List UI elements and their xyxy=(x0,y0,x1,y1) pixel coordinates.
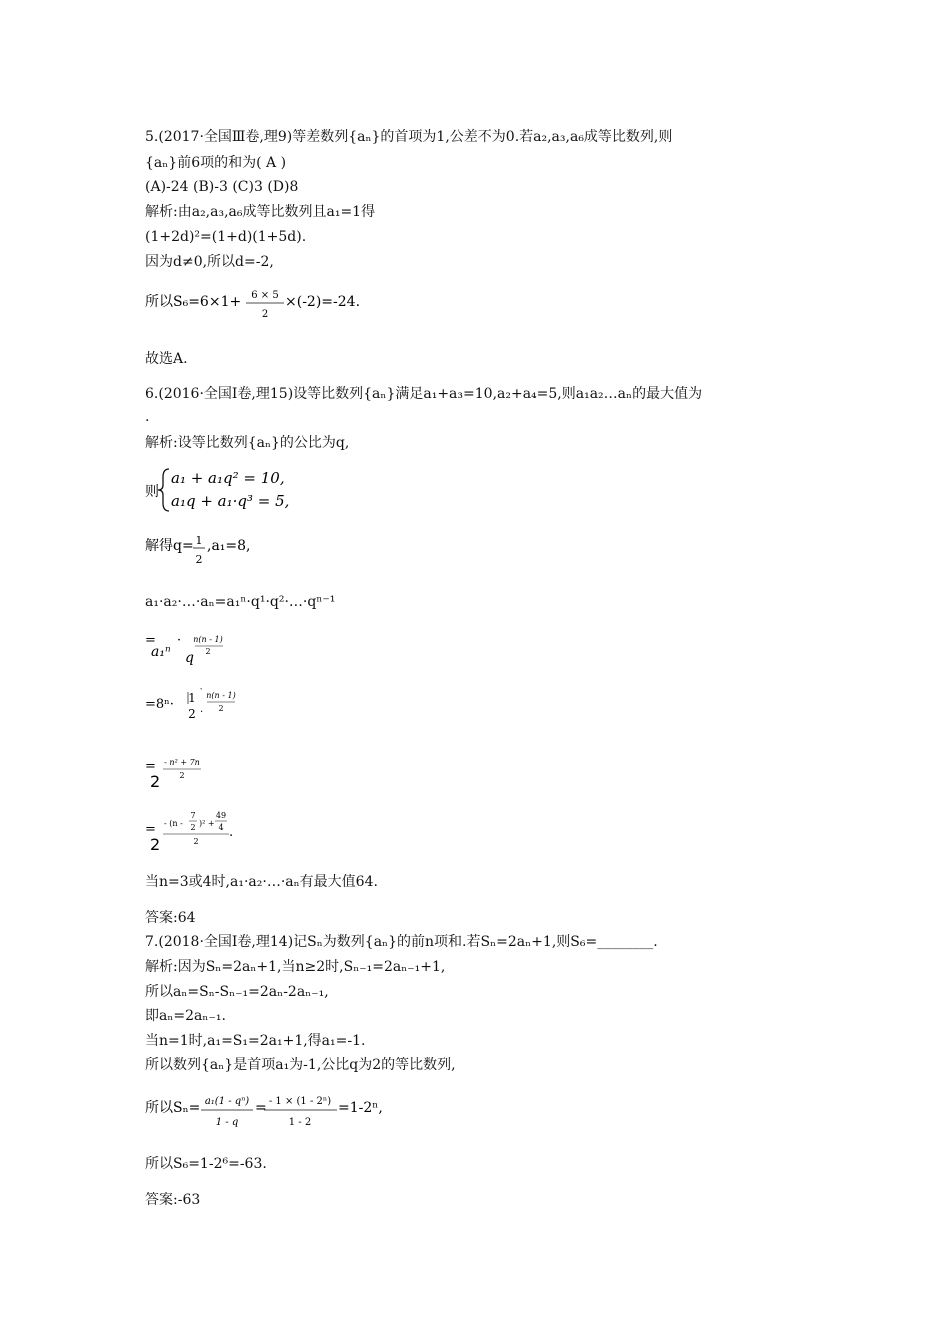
q5-stem-line1: 5.(2017·全国Ⅲ卷,理9)等差数列{aₙ}的首项为1,公差不为0.若a₂,a₃,a₆成等比数列,则 xyxy=(145,129,673,145)
q6-eq3 xyxy=(145,752,345,792)
q6-eq4-exp-den: 2 xyxy=(193,837,199,846)
q7-f2-num: - 1 × (1 - 2ⁿ) xyxy=(268,1096,332,1107)
q7-solution-line2: 所以aₙ=Sₙ-Sₙ₋₁=2aₙ-2aₙ₋₁, xyxy=(145,984,329,1000)
q6-eq2-paren-mark: ` xyxy=(199,688,204,699)
q7-s6-line: 所以S₆=1-2⁶=-63. xyxy=(145,1156,267,1172)
q5-solution-line3: 因为d≠0,所以d=-2, xyxy=(145,254,274,270)
q6-eq4-num-e: 49 xyxy=(215,811,227,820)
q6-eq3-exp-num: - n² + 7n xyxy=(164,758,200,767)
q5-sum-suffix: ×(-2)=-24. xyxy=(285,294,361,310)
q6-eq4-prefix: = xyxy=(145,822,156,837)
q6-eq1 xyxy=(145,632,345,666)
q6-solution-line1: 解析:设等比数列{aₙ}的公比为q, xyxy=(145,435,350,451)
q5-sum-formula xyxy=(145,288,445,328)
q5-sum-prefix: 所以S₆=6×1+ xyxy=(145,294,242,310)
q6-eq2-exp-den: 2 xyxy=(218,704,224,713)
q5-options: (A)-24 (B)-3 (C)3 (D)8 xyxy=(145,179,299,195)
q6-system-eq1: a₁ + a₁q² = 10, xyxy=(171,469,285,487)
q6-eq4-num-b: 7 xyxy=(190,811,196,820)
q6-eq2-prefix: =8ⁿ· xyxy=(145,697,174,712)
q7-stem: 7.(2018·全国Ⅰ卷,理14)记Sₙ为数列{aₙ}的前n项和.若Sₙ=2aₙ+1,则S₆=________. xyxy=(145,934,658,950)
q6-eq1-q: q xyxy=(185,650,194,666)
q6-solve-line xyxy=(145,536,345,572)
q6-eq3-prefix: = xyxy=(145,759,156,774)
q6-eq2 xyxy=(145,688,345,722)
q6-eq4-num-a: - (n - xyxy=(164,819,183,828)
left-brace-icon xyxy=(158,469,169,511)
q6-equation-system xyxy=(145,465,385,515)
q7-solution-line1: 解析:因为Sₙ=2aₙ+1,当n≥2时,Sₙ₋₁=2aₙ₋₁+1, xyxy=(145,959,446,975)
q6-eq4-num-d: )² + xyxy=(199,819,215,828)
q6-eq2-frac-den: 2 xyxy=(188,707,196,721)
q7-solution-line5: 所以数列{aₙ}是首项a₁为-1,公比q为2的等比数列, xyxy=(145,1057,456,1073)
q6-product-line: a₁·a₂·…·aₙ=a₁ⁿ·q¹·q²·…·qⁿ⁻¹ xyxy=(145,594,336,610)
q6-solve-num: 1 xyxy=(195,536,203,547)
q6-conclusion: 当n=3或4时,a₁·a₂·…·aₙ有最大值64. xyxy=(145,874,378,890)
q7-f2-den: 1 - 2 xyxy=(288,1117,312,1128)
q7-sum-formula xyxy=(145,1092,465,1132)
q7-f1-den: 1 - q xyxy=(215,1117,239,1128)
q6-eq4-num-f: 4 xyxy=(218,823,224,832)
q6-solve-suffix: ,a₁=8, xyxy=(207,538,251,554)
q7-sum-prefix: 所以Sₙ= xyxy=(145,1100,201,1116)
q5-solution-line1: 解析:由a₂,a₃,a₆成等比数列且a₁=1得 xyxy=(145,204,376,220)
q6-eq1-exp-num: n(n - 1) xyxy=(193,635,223,644)
q6-eq1-base: a₁ⁿ xyxy=(151,644,171,660)
q6-eq2-frac-num: 1 xyxy=(188,691,196,705)
q6-system-eq2: a₁q + a₁·q³ = 5, xyxy=(171,492,290,510)
q6-solve-prefix: 解得q= xyxy=(145,538,194,554)
q6-stem-line2: . xyxy=(145,409,150,425)
q6-eq2-paren-dot: . xyxy=(200,704,204,715)
q5-solution-line2: (1+2d)²=(1+d)(1+5d). xyxy=(145,229,307,245)
q5-sum-denominator: 2 xyxy=(261,309,269,320)
q6-answer: 答案:64 xyxy=(145,910,196,926)
q6-eq4 xyxy=(145,803,365,855)
q6-eq1-prefix: = xyxy=(145,633,156,648)
q5-choose: 故选A. xyxy=(145,351,188,367)
q6-eq1-dot: · xyxy=(177,633,182,648)
q6-eq4-base: 2 xyxy=(150,835,161,854)
q6-eq3-exp-den: 2 xyxy=(179,771,185,780)
q7-f1-num: a₁(1 - qⁿ) xyxy=(204,1096,250,1107)
q6-eq1-exp-den: 2 xyxy=(205,647,211,656)
q6-eq4-num-c: 2 xyxy=(190,823,196,832)
q6-system-prefix: 则 xyxy=(145,484,159,500)
q7-answer: 答案:-63 xyxy=(145,1192,201,1208)
q6-solve-den: 2 xyxy=(195,553,203,566)
q5-sum-numerator: 6 × 5 xyxy=(251,290,279,301)
q7-solution-line3: 即aₙ=2aₙ₋₁. xyxy=(145,1008,226,1024)
q6-stem-line1: 6.(2016·全国Ⅰ卷,理15)设等比数列{aₙ}满足a₁+a₃=10,a₂+a₄=5,则a₁a₂…aₙ的最大值为 xyxy=(145,386,703,402)
q7-sum-eq: = xyxy=(255,1100,267,1116)
q5-stem-line2: {aₙ}前6项的和为( A ) xyxy=(145,155,287,171)
q6-eq4-suffix: . xyxy=(229,825,234,840)
q6-eq3-base: 2 xyxy=(150,772,161,791)
q7-sum-suffix: =1-2ⁿ, xyxy=(338,1100,383,1116)
q6-eq2-exp-num: n(n - 1) xyxy=(206,691,236,700)
q7-solution-line4: 当n=1时,a₁=S₁=2a₁+1,得a₁=-1. xyxy=(145,1033,366,1049)
